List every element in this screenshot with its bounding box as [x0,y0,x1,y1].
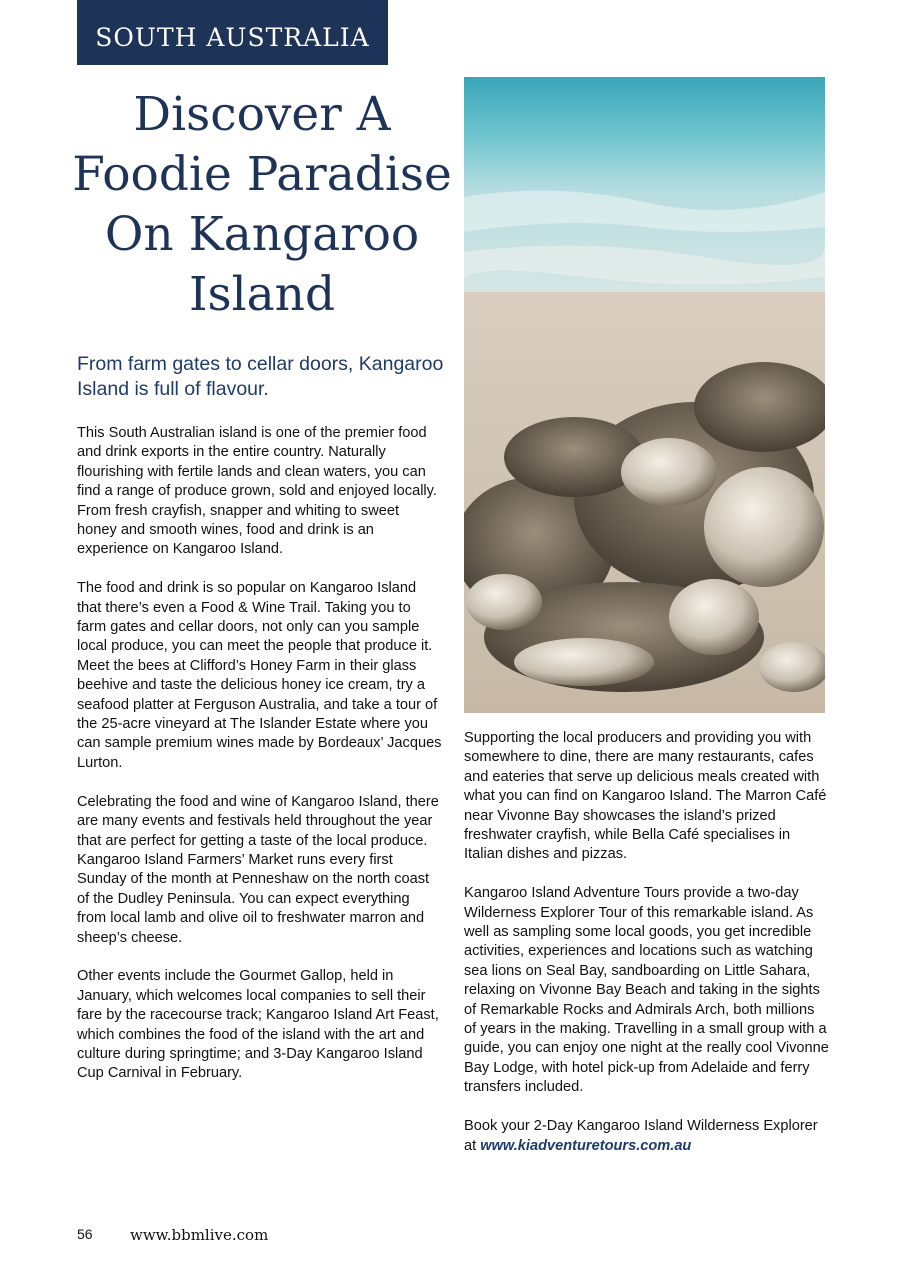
booking-link[interactable]: www.kiadventuretours.com.au [480,1137,692,1154]
left-column [77,424,442,1103]
footer-website[interactable]: www.bbmlive.com [130,1226,269,1244]
article-paragraph: Other events include the Gourmet Gallop, held in January, which welcomes local companies to sell their fare by the racecourse track; Kangaroo Island Art Feast, which combines the food of the island with the art and culture during springtime; and 3-Day Kangaroo Island Cup Carnival in February. [77,968,439,1082]
article-paragraph: This South Australian island is one of the premier food and drink exports in the entire country. Naturally flourishing with fertile lands and clean waters, you can find a range of produce grown, sold and enjoyed locally. From fresh crayfish, snapper and whiting to sweet honey and smooth wines, food and drink is an experience on Kangaroo Island. [77,425,437,558]
subheading: From farm gates to cellar doors, Kangaroo Island is full of flavour. [77,353,444,400]
booking-text: Book your 2-Day Kangaroo Island Wilderness Explorer at [464,1118,818,1154]
article-paragraph: Supporting the local producers and providing you with somewhere to dine, there are many restaurants, cafes and eateries that serve up delicious meals created with what you can find on Kangaroo Island. The Marron Café near Vivonne Bay showcases the island’s prized freshwater crayfish, while Bella Café specialises in Italian dishes and pizzas. [464,730,827,863]
section-tag: SOUTH AUSTRALIA [77,0,388,65]
article-paragraph: Celebrating the food and wine of Kangaroo Island, there are many events and festivals held throughout the year that are perfect for getting a taste of the local produce. Kangaroo Island Farmers’ Market runs every first Sunday of the month at Penneshaw on the north coast of the Dudley Peninsula. You can expect everything from local lamb and olive oil to freshwater marron and sheep’s cheese. [77,793,439,946]
booking-paragraph [464,1117,829,1156]
right-column [464,729,829,1175]
page-number: 56 [77,1226,93,1242]
page-title: Discover A Foodie Paradise On Kangaroo Island [72,87,452,322]
oysters-on-beach-photo [464,77,825,713]
article-paragraph: Kangaroo Island Adventure Tours provide a two-day Wilderness Explorer Tour of this remarkable island. As well as sampling some local goods, you get incredible activities, experiences and locations such as watching sea lions on Seal Bay, sandboarding on Little Sahara, relaxing on Vivonne Bay Beach and taking in the sights of Remarkable Rocks and Admirals Arch, both millions of years in the making. Travelling in a small group with a guide, you can enjoy one night at the really cool Vivonne Bay Lodge, with hotel pick-up from Adelaide and ferry transfers included. [464,885,829,1096]
article-paragraph: The food and drink is so popular on Kangaroo Island that there’s even a Food & Wine Trail. Taking you to farm gates and cellar doors, not only can you sample local produce, you can meet the people that produce it. Meet the bees at Clifford’s Honey Farm in their glass beehive and taste the delicious honey ice cream, try a seafood platter at Ferguson Australia, and take a tour of the 25-acre vineyard at The Islander Estate where you can sample premium wines made by Bordeaux’ Jacques Lurton. [77,580,442,771]
